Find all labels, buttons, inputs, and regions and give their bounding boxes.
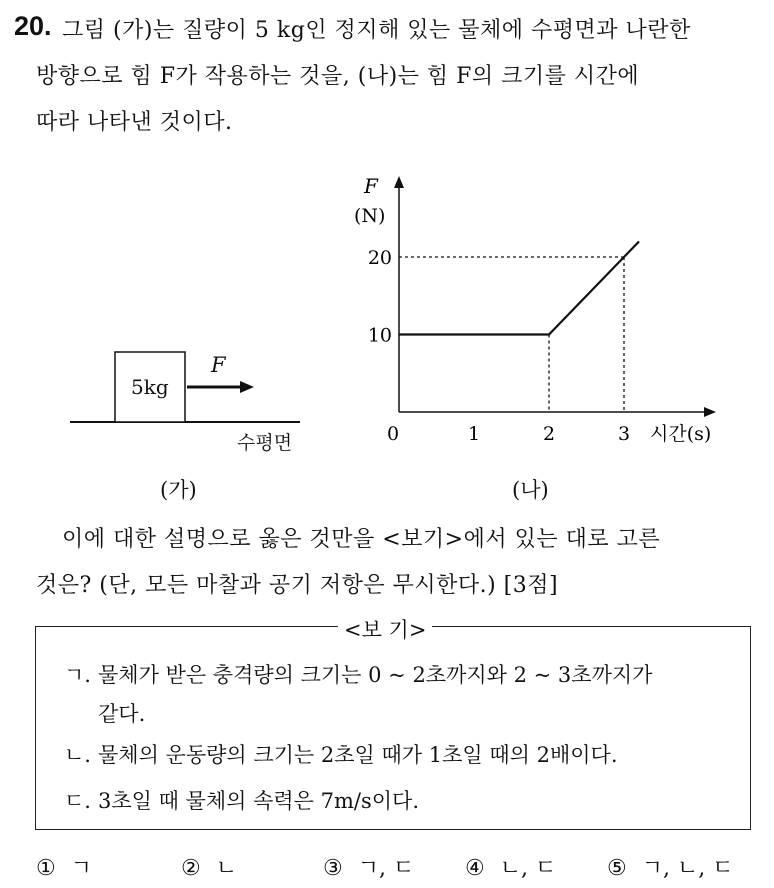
figure-a-caption: (가) (160, 478, 197, 502)
figure-b-caption: (나) (512, 478, 549, 502)
statement-a-marker: ㄱ. (64, 663, 91, 687)
force-time-graph (340, 170, 740, 460)
statement-b-marker: ㄴ. (64, 743, 91, 767)
statement-c-marker: ㄷ. (64, 789, 91, 813)
y-tick-label: 20 (367, 247, 392, 269)
choice-4-number: ④ (465, 856, 485, 881)
statement-b-line1: 물체의 운동량의 크기는 2초일 때가 1초일 때의 2배이다. (98, 743, 618, 767)
choice-1-number: ① (36, 856, 56, 881)
choice-5-label: ㄱ, ㄴ, ㄷ (641, 856, 734, 881)
question-text-line3: 따라 나타낸 것이다. (36, 110, 233, 135)
choice-1-label: ㄱ (70, 856, 92, 881)
force-series-line (399, 242, 639, 335)
choice-2-label: ㄴ (215, 856, 237, 881)
surface-label: 수평면 (237, 432, 293, 454)
choice-5-number: ⑤ (607, 856, 627, 881)
bogi-title: <보 기> (338, 614, 432, 644)
choice-3-label: ㄱ, ㄷ (357, 856, 415, 881)
x-axis-arrow-head (704, 407, 716, 417)
prompt-line1: 이에 대한 설명으로 옳은 것만을 <보기>에서 있는 대로 고른 (62, 527, 661, 552)
statement-c-line1: 3초일 때 물체의 속력은 7m/s이다. (98, 789, 420, 813)
question-number: 20. (14, 11, 52, 41)
y-axis-unit: (N) (354, 205, 386, 227)
question-text-line2: 방향으로 힘 F가 작용하는 것을, (나)는 힘 F의 크기를 시간에 (36, 64, 640, 89)
choice-3[interactable] (323, 851, 414, 882)
prompt-line2: 것은? (단, 모든 마찰과 공기 저항은 무시한다.) [3점] (36, 573, 559, 598)
statement-a-line1: 물체가 받은 충격량의 크기는 0 ~ 2초까지와 2 ~ 3초까지가 (98, 663, 653, 687)
y-axis-label: F (364, 174, 378, 198)
block-mass-label: 5kg (131, 375, 169, 399)
origin-label: 0 (387, 423, 400, 445)
force-label: F (211, 353, 226, 377)
choice-2-number: ② (181, 856, 201, 881)
choice-5[interactable] (607, 851, 733, 882)
x-tick-label: 3 (617, 423, 631, 445)
x-tick-label: 2 (542, 423, 556, 445)
x-tick-label: 1 (467, 423, 481, 445)
choice-4[interactable] (465, 851, 556, 882)
choice-1[interactable] (36, 851, 92, 882)
y-tick-label: 10 (367, 324, 392, 347)
statement-a-line2: 같다. (98, 702, 146, 726)
choice-2[interactable] (181, 851, 237, 882)
choice-3-number: ③ (323, 856, 343, 881)
force-arrow-head (240, 381, 254, 393)
x-axis-label: 시간(s) (650, 423, 712, 445)
y-axis-arrow-head (394, 176, 404, 188)
choice-4-label: ㄴ, ㄷ (499, 856, 557, 881)
question-text-line1: 그림 (가)는 질량이 5 kg인 정지해 있는 물체에 수평면과 나란한 (62, 18, 691, 43)
